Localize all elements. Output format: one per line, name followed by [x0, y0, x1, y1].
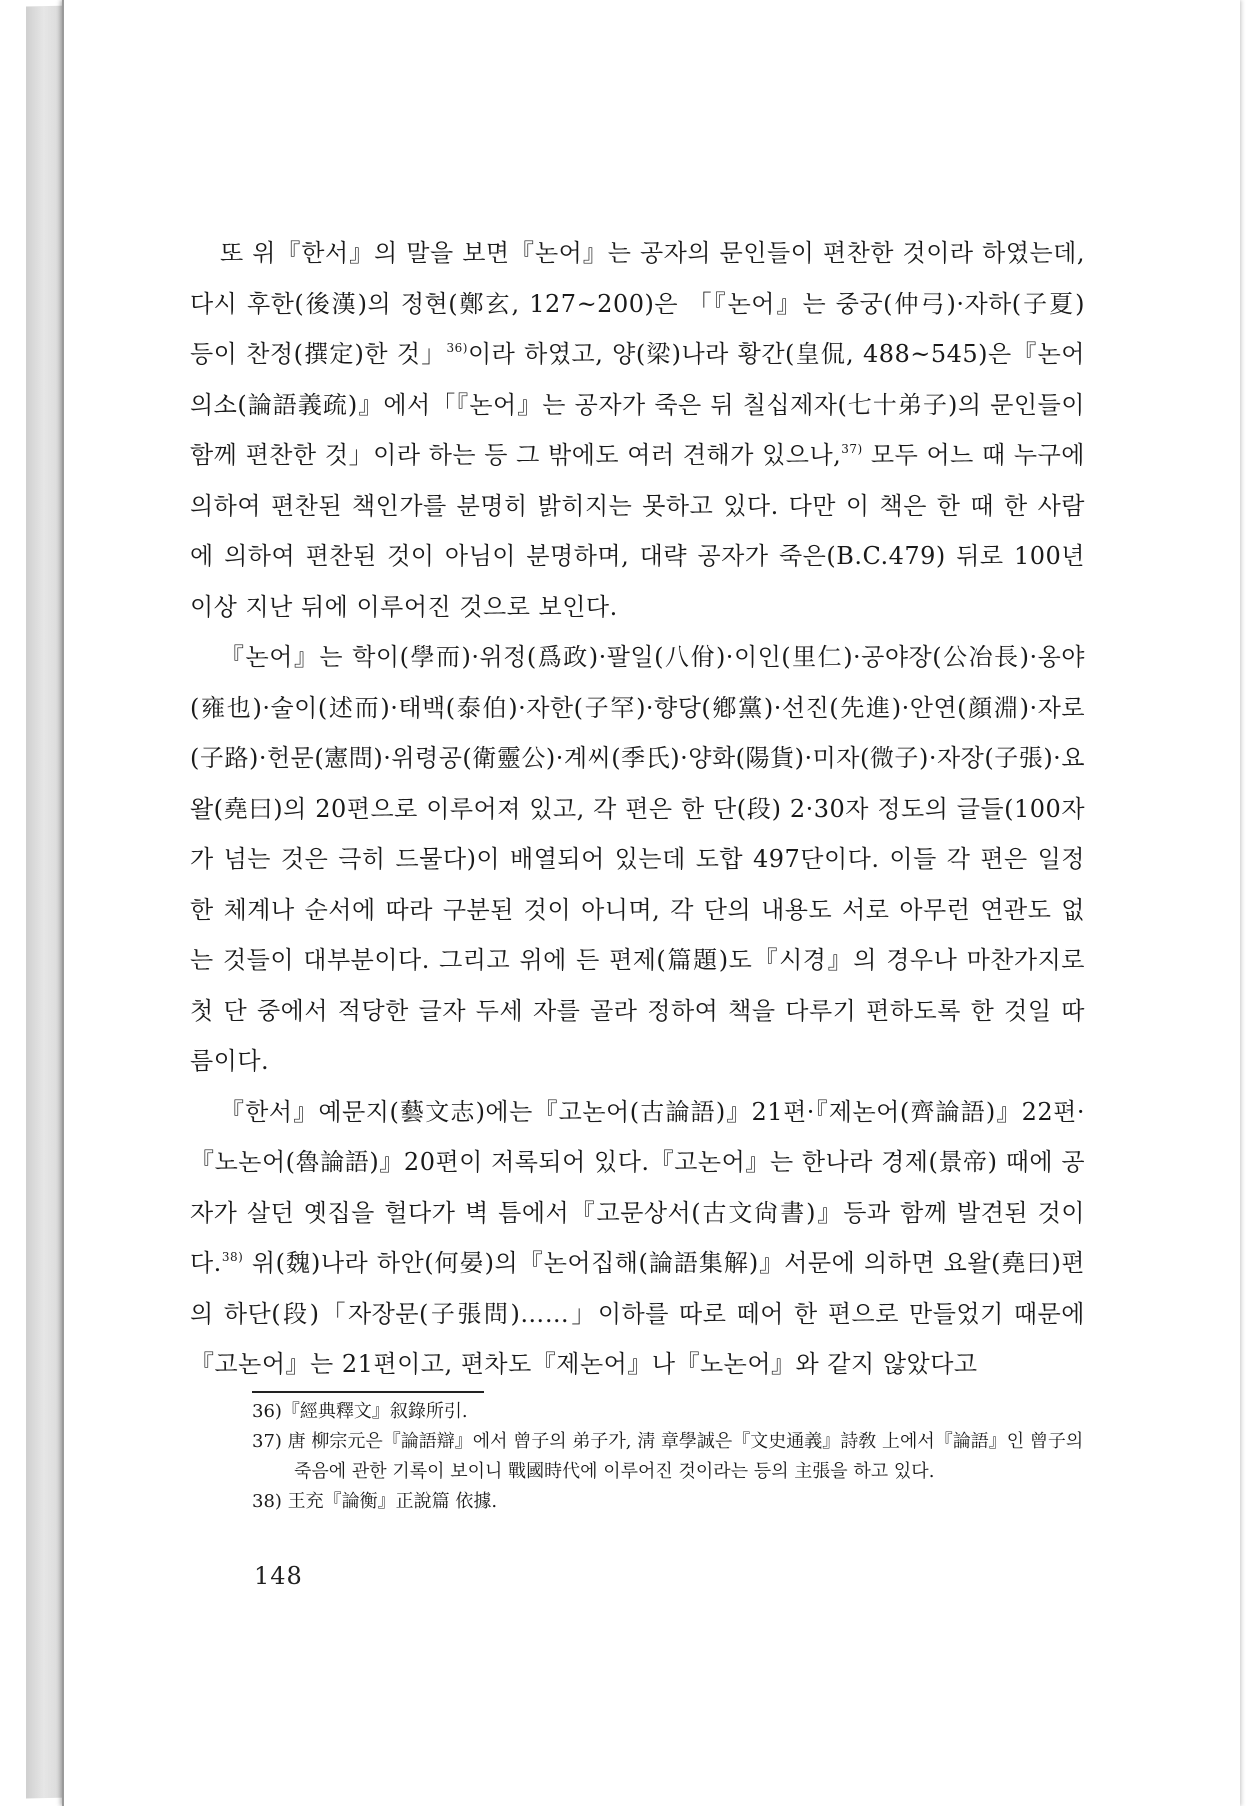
paragraph-2-text: 『논어』는 학이(學而)·위정(爲政)·팔일(八佾)·이인(里仁)·공야장(公冶長)·옹야(雍也)·술이(述而)·태백(泰伯)·자한(子罕)·향당(鄕黨)·선진(先進)·안연(顔淵)·자로(子路)·헌문(憲問)·위령공(衛靈公)·계씨(季氏)·양화(陽貨)·미자(微子)·자장(子張)·요왈(堯曰)의 20편으로 이루어져 있고, 각 편은 한 단(段) 2·30자 정도의 글들(100자가 넘는 것은 극히 드물다)이 배열되어 있는데 도합 497단이다. 이들 각 편은 일정한 체계나 순서에 따라 구분된 것이 아니며, 각 단의 내용도 서로 아무런 연관도 없는 것들이 대부분이다. 그리고 위에 든 편제(篇題)도『시경』의 경우나 마찬가지로 첫 단 중에서 적당한 글자 두세 자를 골라 정하여 책을 다루기 편하도록 한 것일 따름이다.	[190, 643, 1085, 1075]
footnote-38: 38) 王充『論衡』正說篇 依據.	[252, 1491, 498, 1512]
body-text	[190, 228, 1085, 1390]
paragraph-1	[190, 228, 1085, 632]
footnote-ref-36: 36)	[446, 341, 468, 355]
paragraph-1-part-2: 이라 하였고, 양(梁)나라 황간(皇侃, 488~545)은『논어의소(論語義疏)』에서「『논어』는 공자가 죽은 뒤 칠십제자(七十弟子)의 문인들이 함께 편찬한 것」이라 하는 등 그 밖에도 여러 견해가 있으나,	[190, 340, 1085, 469]
paragraph-3-part-1: 『한서』예문지(藝文志)에는『고논어(古論語)』21편·『제논어(齊論語)』22편·『노논어(魯論語)』20편이 저록되어 있다.『고논어』는 한나라 경제(景帝) 때에 공자가 살던 옛집을 헐다가 벽 틈에서『고문상서(古文尙書)』등과 함께 발견된 것이다.	[190, 1097, 1085, 1277]
paragraph-1-part-1: 또 위『한서』의 말을 보면『논어』는 공자의 문인들이 편찬한 것이라 하였는데, 다시 후한(後漢)의 정현(鄭玄, 127~200)은 「『논어』는 중궁(仲弓)·자하(子夏) 등이 찬정(撰定)한 것」	[190, 239, 1085, 368]
paragraph-2	[190, 632, 1085, 1087]
footnote-36: 36)『經典釋文』叙錄所引.	[252, 1401, 468, 1422]
page-number: 148	[254, 1562, 303, 1590]
paragraph-3-part-2: 위(魏)나라 하안(何晏)의『논어집해(論語集解)』서문에 의하면 요왈(堯曰)편의 하단(段)「자장문(子張問)……」이하를 따로 떼어 한 편으로 만들었기 때문에『고논어』는 21편이고, 편차도『제논어』나『노논어』와 같지 않았다고	[190, 1249, 1085, 1378]
footnote-ref-38: 38)	[221, 1250, 244, 1264]
footnotes	[252, 1397, 1087, 1517]
footnote-37: 37) 唐 柳宗元은『論語辯』에서 曾子의 弟子가, 淸 章學誠은『文史通義』詩敎 上에서『論語』인 曾子의 죽음에 관한 기록이 보이니 戰國時代에 이루어진 것이라는 등의 主張을 하고 있다.	[252, 1431, 1084, 1482]
footnote-ref-37: 37)	[841, 442, 863, 456]
footnote-divider	[252, 1391, 484, 1393]
paragraph-1-part-3: 모두 어느 때 누구에 의하여 편찬된 책인가를 분명히 밝히지는 못하고 있다. 다만 이 책은 한 때 한 사람에 의하여 편찬된 것이 아님이 분명하며, 대략 공자가 죽은(B.C.479) 뒤로 100년 이상 지난 뒤에 이루어진 것으로 보인다.	[190, 441, 1085, 621]
paragraph-3	[190, 1087, 1085, 1390]
